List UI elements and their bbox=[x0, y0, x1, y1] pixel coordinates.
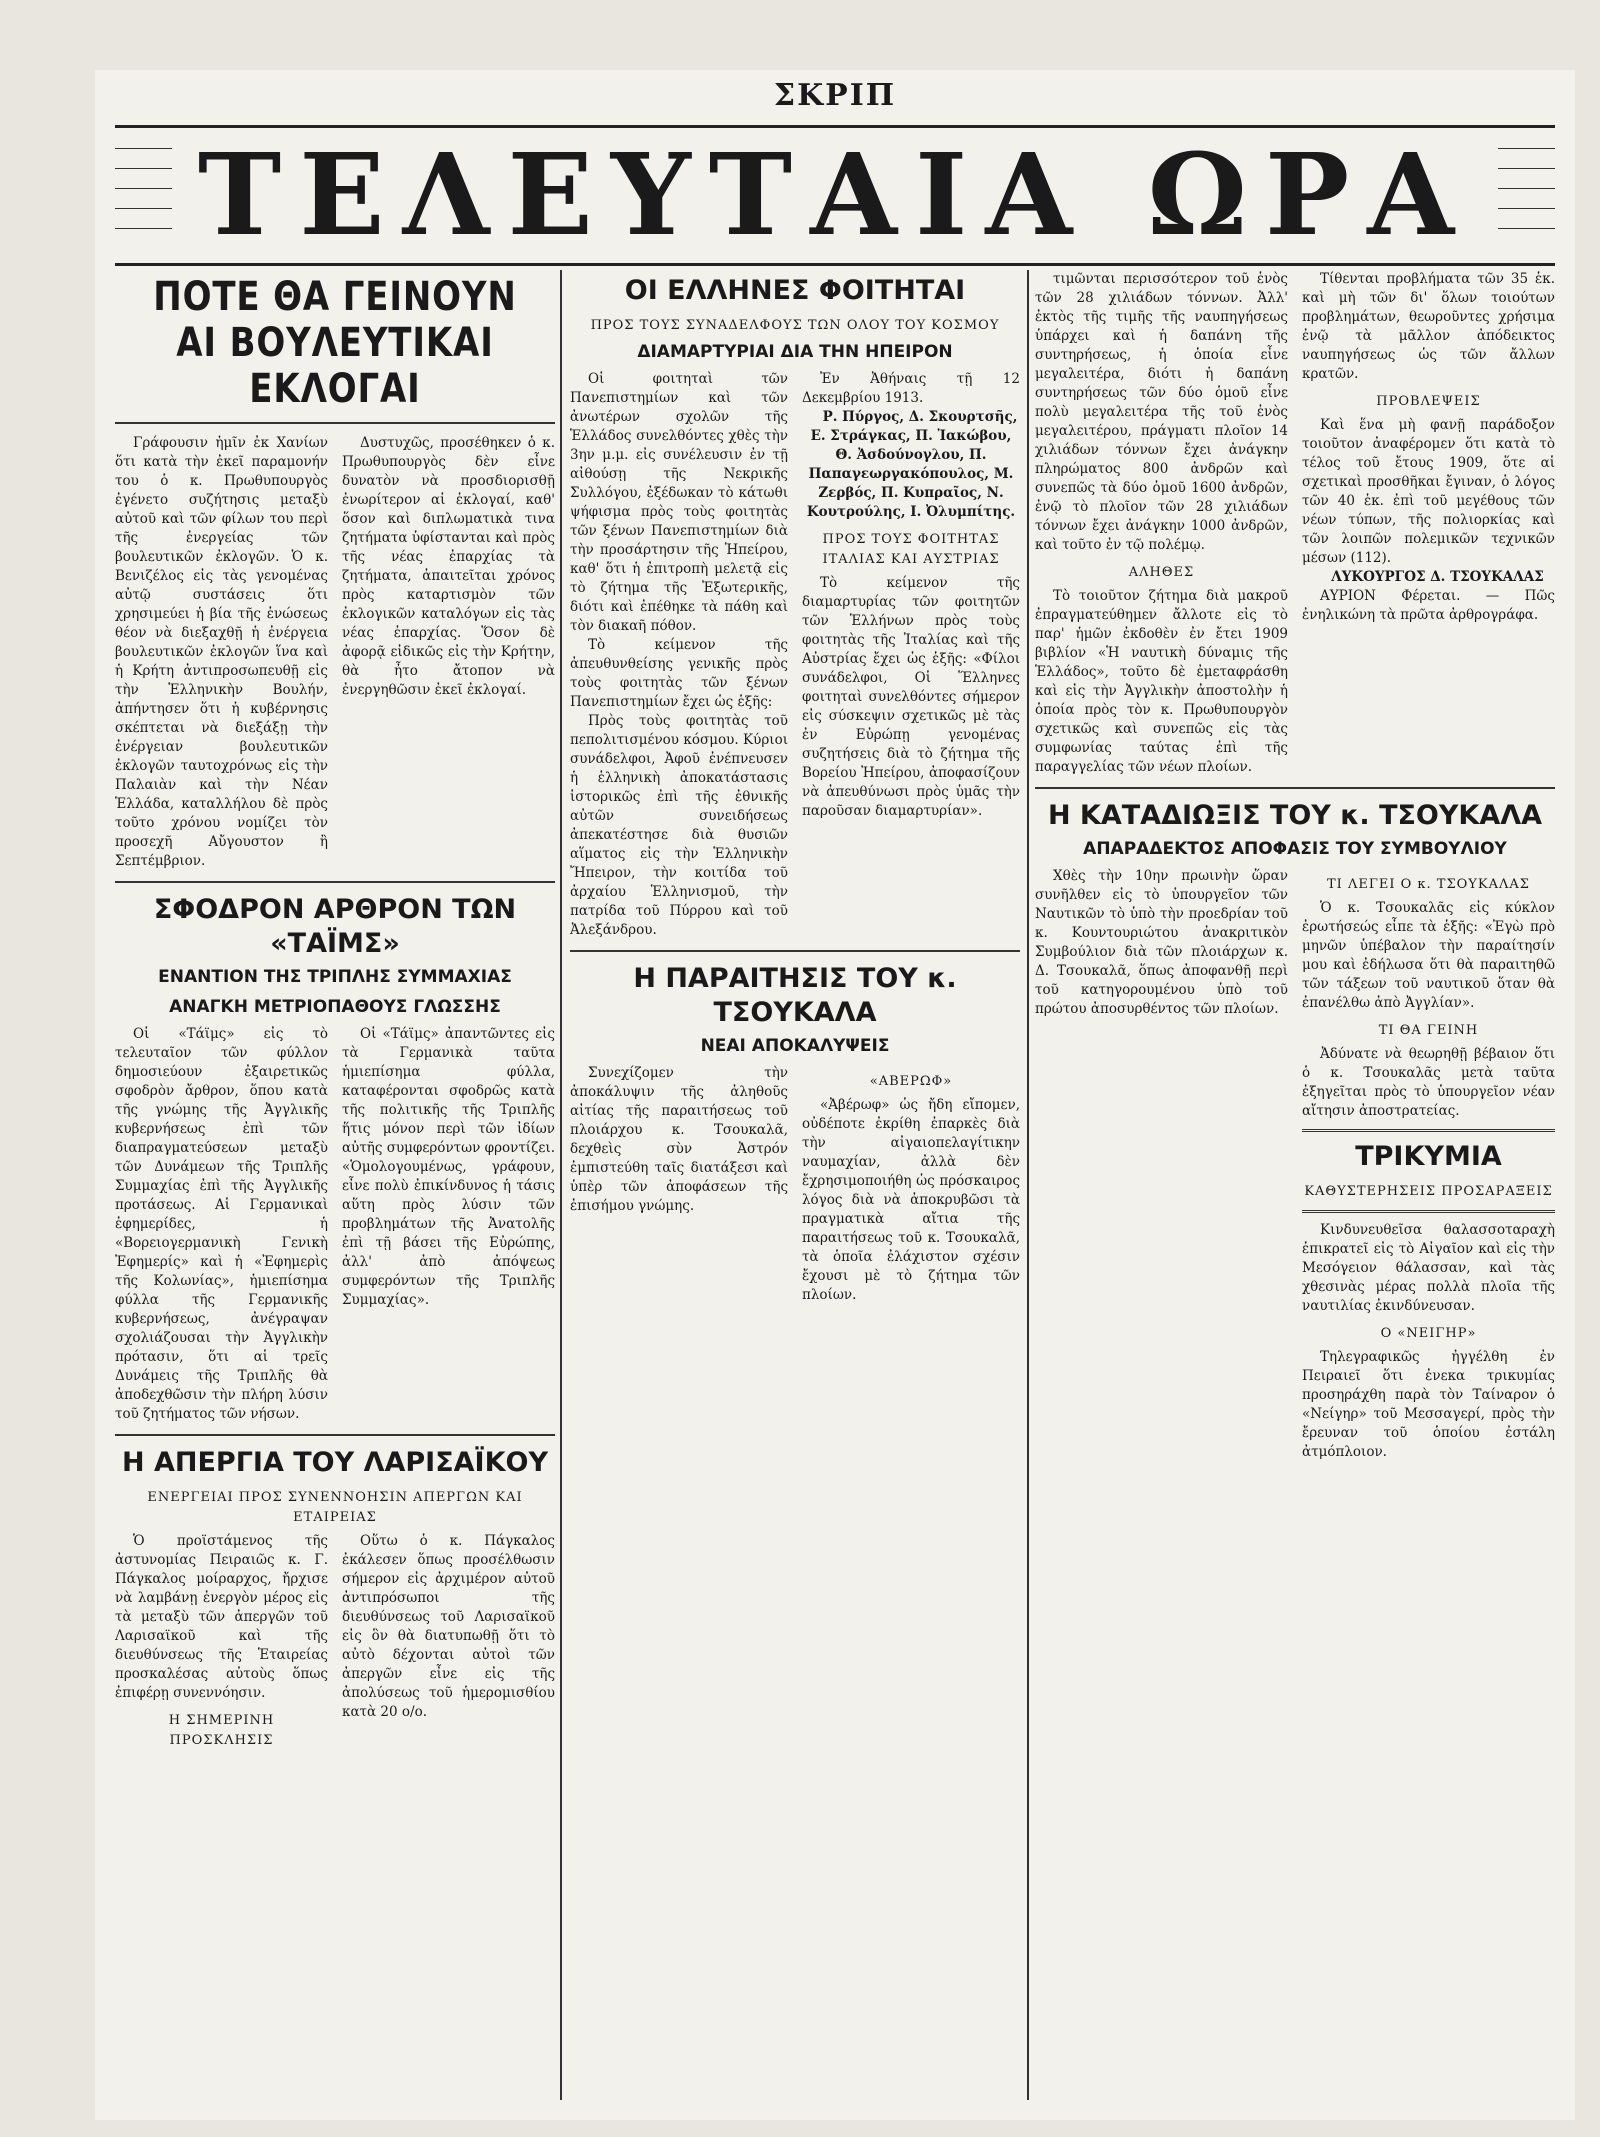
article-paragraph: Τὸ κείμενον τῆς ἀπευθυνθείσης γενικῆς πρὸς τοὺς φοιτητὰς τῶν ξένων Πανεπιστημίων ἔχει ὡς ἑξῆς: bbox=[570, 637, 788, 710]
headline-elections: ΠΟΤΕ ΘΑ ΓΕΙΝΟΥΝ ΑΙ ΒΟΥΛΕΥΤΙΚΑΙ ΕΚΛΟΓΑΙ bbox=[153, 274, 517, 412]
article-paragraph: Οὕτω ὁ κ. Πάγκαλος ἐκάλεσεν ὅπως προσέλθωσιν σήμερον εἰς ἀρχιμέρον αὐτοῦ ἀντιπρόσωποι τῆς διευθύνσεως τοῦ Λαρισαϊκοῦ εἰς ὃν θὰ διατυπωθῇ ὅτι τὸ αὐτὸ δέχονται αὐτοὶ τῶν ἀπεργῶν εἶνε εἰς τῆς ἀπολύσεως τοῦ ἡμερομισθίου κατὰ 20 ο/ο. bbox=[342, 1533, 555, 1720]
headline-persecution: Η ΚΑΤΑΔΙΩΞΙΣ ΤΟΥ κ. ΤΣΟΥΚΑΛΑ bbox=[1047, 800, 1543, 831]
section-heading: ΠΡΟΒΛΕΨΕΙΣ bbox=[1376, 394, 1481, 409]
subheadline-council: ΑΠΑΡΑΔΕΚΤΟΣ ΑΠΟΦΑΣΙΣ ΤΟΥ ΣΥΜΒΟΥΛΙΟΥ bbox=[1083, 839, 1507, 859]
section-heading: ΤΙ ΛΕΓΕΙ Ο κ. ΤΣΟΥΚΑΛΑΣ bbox=[1327, 877, 1530, 892]
article-paragraph: Δυστυχῶς, προσέθηκεν ὁ κ. Πρωθυπουργὸς δὲν εἶνε δυνατὸν νὰ προσδιορισθῇ ἐνωρίτερον αἱ ἐκλογαί, καθ' ὅσον καὶ διπλωματικὰ τινα ζητήματα ὑφίστανται καὶ πρὸς τῆς νέας ἐπαρχίας τὰ ζητήματα, ἀπαιτεῖται χρόνος πρὸς καταρτισμὸν τῶν ἐκλογικῶν καταλόγων εἰς τὰς νέας ἐπαρχίας. Ὅσον δὲ ἀφορᾷ εἰδικῶς εἰς τὴν Κρήτην, θὰ ἦτο ἄτοπον νὰ ἐνεργηθῶσιν ἐκεῖ ἐκλογαί. bbox=[342, 435, 555, 698]
section-heading: «ΑΒΕΡΩΦ» bbox=[869, 1074, 953, 1089]
subheadline-strike: ΕΝΕΡΓΕΙΑΙ ΠΡΟΣ ΣΥΝΕΝΝΟΗΣΙΝ ΑΠΕΡΓΩΝ ΚΑΙ ΕΤΑΙΡΕΙΑΣ bbox=[147, 1490, 523, 1525]
article-paragraph: Τὸ κείμενον τῆς διαμαρτυρίας τῶν φοιτητῶν τῶν Ἑλλήνων πρὸς τοὺς φοιτητὰς τῆς Ἰταλίας καὶ τῆς Αὐστρίας ἔχει ὡς ἑξῆς: «Φίλοι συνάδελφοι, Οἱ Ἕλληνες φοιτηταὶ συνελθόντες σήμερον εἰς σύσκεψιν σχετικῶς μὲ τὰς ἐν Εὐρώπῃ γενομένας συζητήσεις διὰ τὸ ζήτημα τῆς Βορείου Ἠπείρου, ἀποφασίζουν νὰ ἀπευθύνωσι πρὸς ὑμᾶς τὴν παροῦσαν διαμαρτυρίαν». bbox=[802, 575, 1020, 819]
subheadline-storm: ΚΑΘΥΣΤΕΡΗΣΕΙΣ ΠΡΟΣΑΡΑΞΕΙΣ bbox=[1304, 1184, 1553, 1199]
article-paragraph: Κινδυνευθεῖσα θαλασσοταραχὴ ἐπικρατεῖ εἰς τὸ Αἰγαῖον καὶ εἰς τὴν Μεσόγειον θάλασσαν, καὶ τὰς χθεσινὰς μέρας πολλὰ πλοῖα τῆς ναυτιλίας ἐκινδύνευσαν. bbox=[1302, 1222, 1555, 1314]
article-paragraph: ΑΥΡΙΟΝ Φέρεται. — Πῶς ἐνηλικώνη τὰ πρῶτα ἀρθρογράφα. bbox=[1302, 588, 1555, 623]
article-paragraph: Ἀδύνατε νὰ θεωρηθῇ βέβαιον ὅτι ὁ κ. Τσουκαλᾶς μετὰ ταῦτα ἐξηγεῖται πρὸς τὸ ὑπουργεῖον νέαν αἴτησιν ἀποστρατείας. bbox=[1302, 1046, 1555, 1119]
subheadline-students: ΠΡΟΣ ΤΟΥΣ ΣΥΝΑΔΕΛΦΟΥΣ ΤΩΝ ΟΛΟΥ ΤΟΥ ΚΟΣΜΟΥ bbox=[590, 318, 1000, 333]
section-heading: ΠΡΟΣ ΤΟΥΣ ΦΟΙΤΗΤΑΣ ΙΤΑΛΙΑΣ ΚΑΙ ΑΥΣΤΡΙΑΣ bbox=[822, 532, 1000, 567]
subheadline-moderate-language: ΑΝΑΓΚΗ ΜΕΤΡΙΟΠΑΘΟΥΣ ΓΛΩΣΣΗΣ bbox=[169, 997, 501, 1017]
column-divider bbox=[560, 270, 562, 2100]
article-paragraph: Οἱ φοιτηταὶ τῶν Πανεπιστημίων καὶ τῶν ἀνωτέρων σχολῶν τῆς Ἑλλάδος συνελθόντες χθὲς τὴν 3ην μ.μ. εἰς συνέλευσιν ἐν τῇ αἰθούσῃ τῆς Νεκρικῆς Συλλόγου, ἐξέδωκαν τὸ κάτωθι ψήφισμα πρὸς τοὺς φοιτητὰς τῶν ξένων Πανεπιστημίων διὰ τὴν προσάρτησιν τῆς Ἠπείρου, καθ' ὅτι ἡ ἐπιτροπὴ μελετᾷ εἰς τὸ ζήτημα τῆς Ἐξωτερικῆς, διότι καὶ ἐπέθηκε τὰ πάθη καὶ τὸν διακαῆ πόθον. bbox=[570, 371, 788, 634]
article-paragraph: Καὶ ἕνα μὴ φανῇ παράδοξον τοιοῦτον ἀναφέρομεν ὅτι κατὰ τὸ τέλος τοῦ ἔτους 1909, ὅτε αἱ σχετικαὶ προσθῆκαι ἔγιναν, ὁ λόγος τῶν 40 ἑκ. ἐπὶ τοῦ μεγέθους τῶν νέων τύπων, τῆς πολιορκίας καὶ τῶν λοιπῶν πολεμικῶν τεχνικῶν μέσων (112). bbox=[1302, 417, 1555, 566]
rule bbox=[570, 950, 1020, 952]
article-date: Ἐν Ἀθήναις τῇ 12 Δεκεμβρίου 1913. bbox=[802, 371, 1020, 406]
rule bbox=[1035, 787, 1555, 789]
article-paragraph: τιμῶνται περισσότερον τοῦ ἑνὸς τῶν 28 χιλιάδων τόννων. Ἀλλ' ἐκτὸς τῆς τιμῆς τῆς ναυπηγήσεως ὑπάρχει καὶ ἡ δαπάνη τῆς συντηρήσεως, ἡ ὁποία εἶνε μεγαλειτέρα, διότι ἡ δαπάνη συντηρήσεως τῶν δύο ὁμοῦ εἶνε πολὺ μεγαλειτέρα τῆς τοῦ ἑνὸς μεγαλειτέρου, πράγματι πλοῖον 14 χιλιάδων τόννων ἔχει ἀνάγκην πληρώματος 800 ἀνδρῶν καὶ συνεπῶς τὰ δύο ὁμοῦ 1600 ἀνδρῶν, ἐνῷ τὸ πλοῖον τῶν 28 χιλιάδων τόννων ἔχει ἀνάγκην 1000 ἀνδρῶν, καὶ τοῦτο ἐν τῷ πολέμῳ. bbox=[1035, 271, 1288, 553]
article-paragraph: Τηλεγραφικῶς ἠγγέλθη ἐν Πειραιεῖ ὅτι ἐνεκα τρικυμίας προσηράχθη παρὰ τὸν Ταίναρον ὁ «Νείγηρ» τοῦ Μεσσαγερί, πρὸς τὴν ἔρευναν τοῦ ὁποίου ἐστάλη ἀτμόπλοιον. bbox=[1302, 1349, 1555, 1460]
author-signature: ΛΥΚΟΥΡΓΟΣ Δ. ΤΣΟΥΚΑΛΑΣ bbox=[1331, 569, 1544, 585]
rule bbox=[115, 422, 555, 424]
article-paragraph: Γράφουσιν ἡμῖν ἐκ Χανίων ὅτι κατὰ τὴν ἐκεῖ παραμονήν του ὁ κ. Πρωθυπουργὸς ἐγένετο συζήτησις μεταξὺ αὐτοῦ καὶ τῶν φίλων του περὶ τῆς ἐνεργείας τῶν βουλευτικῶν ἐκλογῶν. Ὁ κ. Βενιζέλος εἰς τὰς γενομένας αὐτῷ συστάσεις ὅτι χρησιμεύει ἡ βία τῆς ἑνώσεως θέον νὰ διεξαχθῇ ἡ ἐνέργεια βουλευτικῶν ἐκλογῶν ἵνα καὶ ἡ Κρήτη ἀντιπροσωπευθῇ εἰς τὴν Ἑλληνικὴν Βουλήν, ἀπήντησεν ὅτι ἡ κυβέρνησις σκέπτεται νὰ διεξάξῃ τὴν ἐνέργειαν βουλευτικῶν ἐκλογῶν ταυτοχρόνως εἰς τὴν Παλαιὰν καὶ τὴν Νέαν Ἑλλάδα, καταλλήλου δὲ πρὸς τοῦτο χρόνου νομίζει τὸν προσεχῆ Αὔγουστον ἢ Σεπτέμβριον. bbox=[115, 435, 328, 869]
article-paragraph: Οἱ «Τάϊμς» ἀπαντῶντες εἰς τὰ Γερμανικὰ ταῦτα ἡμιεπίσημα φύλλα, καταφέρονται σφοδρῶς κατὰ τῆς πολιτικῆς τῆς Τριπλῆς ἥτις μόνον περὶ τῶν ἰδίων αὐτῆς συμφερόντων φροντίζει. «Ὁμολογουμένως, γράφουν, εἶνε πολὺ ἐπικίνδυνος ἡ τάσις αὕτη πρὸς λύσιν τῶν προβλημάτων τῆς Ἀνατολῆς ἐπὶ τῇ βάσει τῆς Εὐρώπης, ἀλλ' ἀπὸ ἀπόψεως συμφερόντων τῆς Τριπλῆς Συμμαχίας». bbox=[342, 1026, 555, 1308]
article-paragraph: Πρὸς τοὺς φοιτητὰς τοῦ πεπολιτισμένου κόσμου. Κύριοι συνάδελφοι, Ἀφοῦ ἐνέπνευσεν ἡ ἑλληνικὴ ἀποκατάστασις ἱστορικῶς ἐπὶ τῆς ἐθνικῆς αὐτῶν συνειδήσεως ἀπεκατέστησε διὰ θυσιῶν αἵματος εἰς τὴν Ἑλληνικὴν Ἤπειρον, τὴν κοιτίδα τοῦ ἀρχαίου Ἑλληνισμοῦ, τὴν πατρίδα τοῦ Πύρρου καὶ τοῦ Ἀλεξάνδρου. bbox=[570, 713, 788, 938]
subheadline-epirus: ΔΙΑΜΑΡΤΥΡΙΑΙ ΔΙΑ ΤΗΝ ΗΠΕΙΡΟΝ bbox=[637, 342, 953, 362]
section-masthead bbox=[115, 125, 1555, 266]
rule bbox=[115, 1434, 555, 1436]
article-paragraph: Ὁ κ. Τσουκαλᾶς εἰς κύκλον ἐρωτήσεώς εἶπε τὰ ἑξῆς: «Ἐγὼ πρὸ μηνῶν ὑπέβαλον τὴν παραίτησίν μου καὶ ἐδήλωσα ὅτι θὰ παραιτηθῶ τῶν τάξεων τοῦ ναυτικοῦ ὅταν θὰ ἐπανέλθω ἀπὸ Ἀγγλίαν». bbox=[1302, 900, 1555, 1011]
article-paragraph: Συνεχίζομεν τὴν ἀποκάλυψιν τῆς ἀληθοῦς αἰτίας τῆς παραιτήσεως τοῦ πλοιάρχου κ. Τσουκαλᾶ, δεχθεὶς σὺν Ἀστρόν ἐμπιστεύθη ταῖς διατάξεσι καὶ ὑπὲρ τῶν ἀποφάσεων τῆς ἐπισήμου γνώμης. bbox=[570, 1065, 788, 1214]
subheadline-revelations: ΝΕΑΙ ΑΠΟΚΑΛΥΨΕΙΣ bbox=[700, 1036, 890, 1056]
section-heading: Η ΣΗΜΕΡΙΝΗ ΠΡΟΣΚΛΗΣΙΣ bbox=[168, 1713, 275, 1748]
section-heading: ΑΛΗΘΕΣ bbox=[1128, 565, 1195, 580]
article-paragraph: «Ἀβέρωφ» ὡς ἤδη εἴπομεν, οὐδέποτε ἐκρίθη ἐπαρκὲς διὰ τὴν αἰγαιοπελαγίτικην ναυμαχίαν, ἀλλὰ δὲν ἔχρησιμοποιήθη ὡς πρόσκαιρος λόγος διὰ νὰ ἀποκρυβῶσι τὰ πραγματικὰ αἴτια τῆς παραιτήσεως τοῦ κ. Τσουκαλᾶ, τὰ ὁποῖα ἐλάχιστον σχέσιν ἔχουσι μὲ τὸ ζήτημα τῶν πλοίων. bbox=[802, 1097, 1020, 1303]
headline-resignation: Η ΠΑΡΑΙΤΗΣΙΣ ΤΟΥ κ. ΤΣΟΥΚΑΛΑ bbox=[633, 963, 957, 1028]
article-paragraph: Τὸ τοιοῦτον ζήτημα διὰ μακροῦ ἐπραγματεύθημεν ἄλλοτε εἰς τὸ παρ' ἡμῶν ἐκδοθὲν ἐν ἔτει 1909 βιβλίον «Ἡ ναυτικὴ δύναμις τῆς Ἑλλάδος», τοῦτο δὲ ἐμεταφράσθη καὶ εἰς τὴν Ἀγγλικὴν ἀποστολὴν ἡ ὁποία πρὸς τὸν κ. Πρωθυπουργὸν σχετικῶς καὶ συνεπῶς εἰς τὰς συμφωνίας ταύτας ἐπὶ τῆς παραγγελίας τῶν νέων πλοίων. bbox=[1035, 588, 1288, 775]
column-3 bbox=[1035, 270, 1555, 2100]
section-heading: ΤΙ ΘΑ ΓΕΙΝΗ bbox=[1378, 1023, 1479, 1038]
section-title: ΤΕΛΕΥΤΑΙΑ ΩΡΑ bbox=[172, 130, 1498, 261]
column-divider bbox=[1027, 270, 1029, 2100]
section-heading: Ο «ΝΕΙΓΗΡ» bbox=[1380, 1326, 1477, 1341]
headline-storm: ΤΡΙΚΥΜΙΑ bbox=[1355, 1141, 1502, 1172]
rule bbox=[115, 881, 555, 883]
column-2 bbox=[570, 270, 1020, 2100]
subheadline-triple-alliance: ΕΝΑΝΤΙΟΝ ΤΗΣ ΤΡΙΠΛΗΣ ΣΥΜΜΑΧΙΑΣ bbox=[158, 967, 512, 987]
signatories: Ρ. Πύργος, Δ. Σκουρτσῆς, Ε. Στράγκας, Π. Ἰακώβου, Θ. Ἀσδούνογλου, Π. Παπαγεωργακόπουλος, Μ. Ζερβός, Π. Κυπραῖος, Ν. Κουτρούλης, Ι. Ὀλυμπίτης. bbox=[806, 409, 1018, 520]
headline-students: ΟΙ ΕΛΛΗΝΕΣ ΦΟΙΤΗΤΑΙ bbox=[624, 275, 966, 306]
paper-name: ΣΚΡΙΠ bbox=[773, 78, 897, 113]
column-1 bbox=[115, 270, 555, 2100]
headline-times-article: ΣΦΟΔΡΟΝ ΑΡΘΡΟΝ ΤΩΝ «ΤΑΪΜΣ» bbox=[153, 894, 517, 959]
article-paragraph: Οἱ «Τάϊμς» εἰς τὸ τελευταῖον τῶν φύλλον δημοσιεύουν ἐξαιρετικῶς σφοδρὸν ἄρθρον, ὅπου κατὰ τῆς γνώμης τῆς Ἀγγλικῆς κυβερνήσεως ἐπὶ τῶν διαπραγματεύσεων μεταξὺ τῶν Δυνάμεων τῆς Τριπλῆς Συμμαχίας ἐπὶ τῆς Ἀγγλικῆς προτάσεως. Αἱ Γερμανικαὶ ἐφημερίδες, ἡ «Βορειογερμανικὴ Γενικὴ Ἐφημερίς» καὶ ἡ «Ἐφημερὶς τῆς Κολωνίας», ἡμιεπίσημα φύλλα τῆς Γερμανικῆς κυβερνήσεως, ἀνέγραψαν σχολιάζουσαι τὴν Ἀγγλικὴν πρότασιν, ὅτι αἱ τρεῖς Δυνάμεις τῆς Τριπλῆς θὰ ἀποδεχθῶσιν τὴν πλήρη λύσιν τοῦ ζητήματος τῶν νήσων. bbox=[115, 1026, 328, 1422]
article-paragraph: Χθὲς τὴν 10ην πρωινὴν ὥραν συνῆλθεν εἰς τὸ ὑπουργεῖον τῶν Ναυτικῶν τὸ ὑπὸ τὴν προεδρίαν τοῦ κ. Κουντουριώτου ἀνακριτικὸν Συμβούλιον διὰ τῶν πλοιάρχων κ. Δ. Τσουκαλᾶ, ὅπως ἀποφανθῇ περὶ τοῦ κατηγορουμένου ὑπὸ τοῦ πρώτου ἀποσυρθέντος τῶν πλοίων. bbox=[1035, 868, 1288, 1017]
headline-strike: Η ΑΠΕΡΓΙΑ ΤΟΥ ΛΑΡΙΣΑΪΚΟΥ bbox=[121, 1447, 549, 1478]
article-paragraph: Τίθενται προβλήματα τῶν 35 ἑκ. καὶ μὴ τῶν δι' ὅλων τοιούτων προβλημάτων, θεωροῦντες χρήσιμα ἐνῷ τὰ μᾶλλον ἀπόδεικτος ναυπηγήσεως ὡς τῶν ἄλλων κρατῶν. bbox=[1302, 271, 1555, 382]
newspaper-page bbox=[95, 70, 1575, 2120]
article-paragraph: Ὁ προϊστάμενος τῆς ἀστυνομίας Πειραιῶς κ. Γ. Πάγκαλος μοίραρχος, ἤρχισε νὰ λαμβάνῃ ἐνεργὸν μέρος εἰς τὰ μεταξὺ τῶν ἀπεργῶν τοῦ Λαρισαϊκοῦ καὶ τῆς διευθύνσεως τῆς Ἑταιρείας προσκαλέσας αὐτοὺς ὅπως ἐπιφέρῃ συνεννόησιν. bbox=[115, 1533, 328, 1701]
